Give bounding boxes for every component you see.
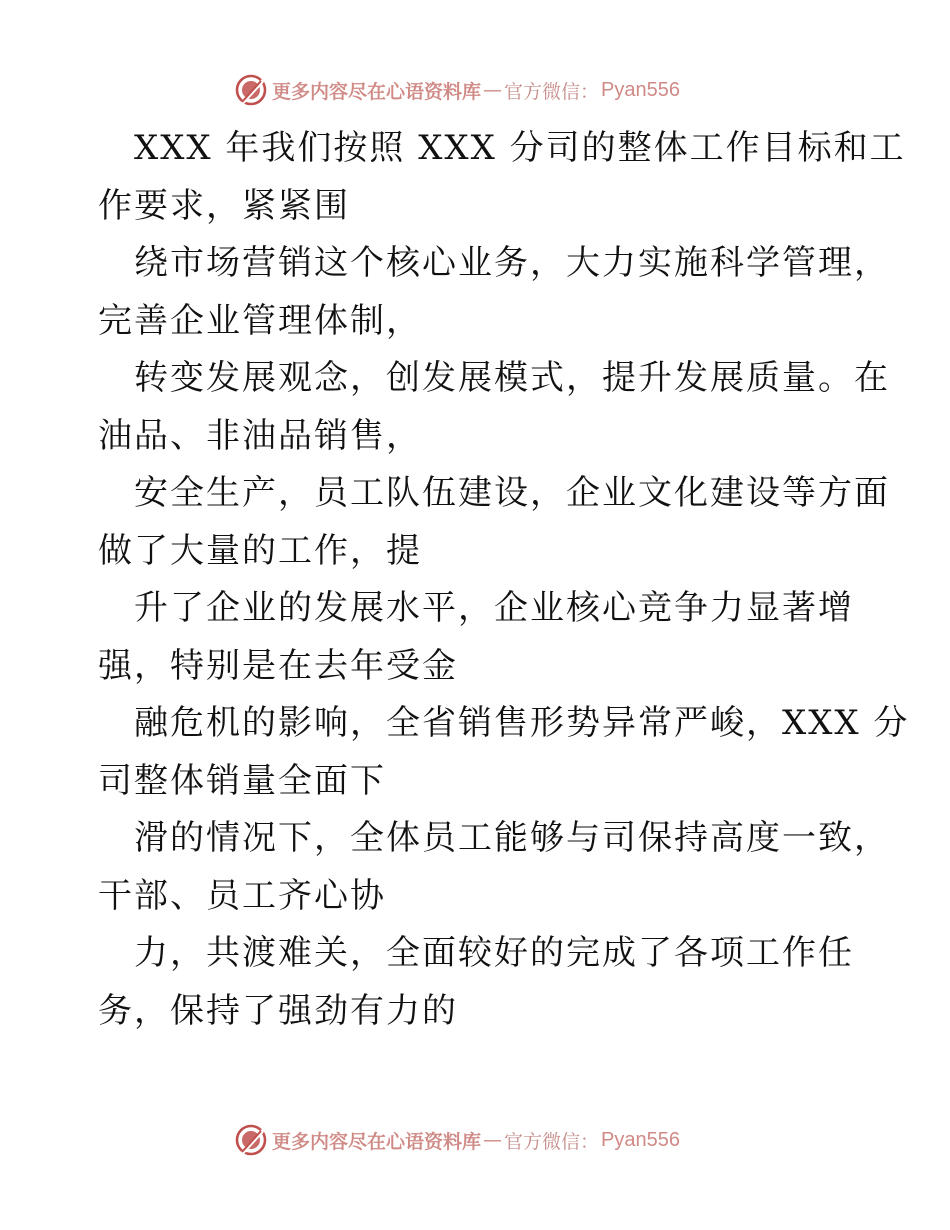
text-line: 滑的情况下，全体员工能够与司保持高度一致， — [134, 818, 890, 858]
quill-logo-icon — [234, 1123, 268, 1157]
text-line: 绕市场营销这个核心业务，大力实施科学管理， — [134, 243, 890, 283]
text-line: 司整体销量全面下 — [98, 760, 386, 801]
text-line: 力，共渡难关，全面较好的完成了各项工作任 — [134, 933, 854, 973]
watermark-main-text: 更多内容尽在心语资料库 — [272, 1130, 482, 1153]
watermark-id: Pyan556 — [601, 1128, 680, 1151]
watermark-sub-text: 官方微信： — [504, 80, 600, 103]
watermark-main-text: 更多内容尽在心语资料库 — [272, 80, 482, 103]
text-line: 做了大量的工作，提 — [98, 530, 422, 571]
text-line: 油品、非油品销售， — [98, 415, 422, 456]
watermark-dash: — — [483, 79, 503, 101]
watermark-footer — [234, 1122, 680, 1158]
watermark-id: Pyan556 — [601, 78, 680, 101]
text-line: XXX 年我们按照 XXX 分司的整体工作目标和工 — [134, 128, 906, 168]
text-line: 完善企业管理体制， — [98, 300, 422, 341]
text-line: 务，保持了强劲有力的 — [98, 990, 458, 1031]
text-line: 融危机的影响，全省销售形势异常严峻，XXX 分 — [134, 703, 910, 743]
watermark-dash: — — [483, 1129, 503, 1151]
watermark-sub-text: 官方微信： — [504, 1130, 600, 1153]
text-line: 强，特别是在去年受金 — [98, 645, 458, 686]
quill-logo-icon — [234, 73, 268, 107]
watermark-header — [234, 72, 680, 108]
text-line: 升了企业的发展水平，企业核心竞争力显著增 — [134, 588, 854, 628]
text-line: 转变发展观念，创发展模式，提升发展质量。在 — [134, 358, 890, 398]
text-line: 干部、员工齐心协 — [98, 875, 386, 916]
body-paragraph — [98, 120, 910, 1040]
text-line: 作要求，紧紧围 — [98, 185, 350, 226]
text-line: 安全生产，员工队伍建设，企业文化建设等方面 — [134, 473, 890, 513]
